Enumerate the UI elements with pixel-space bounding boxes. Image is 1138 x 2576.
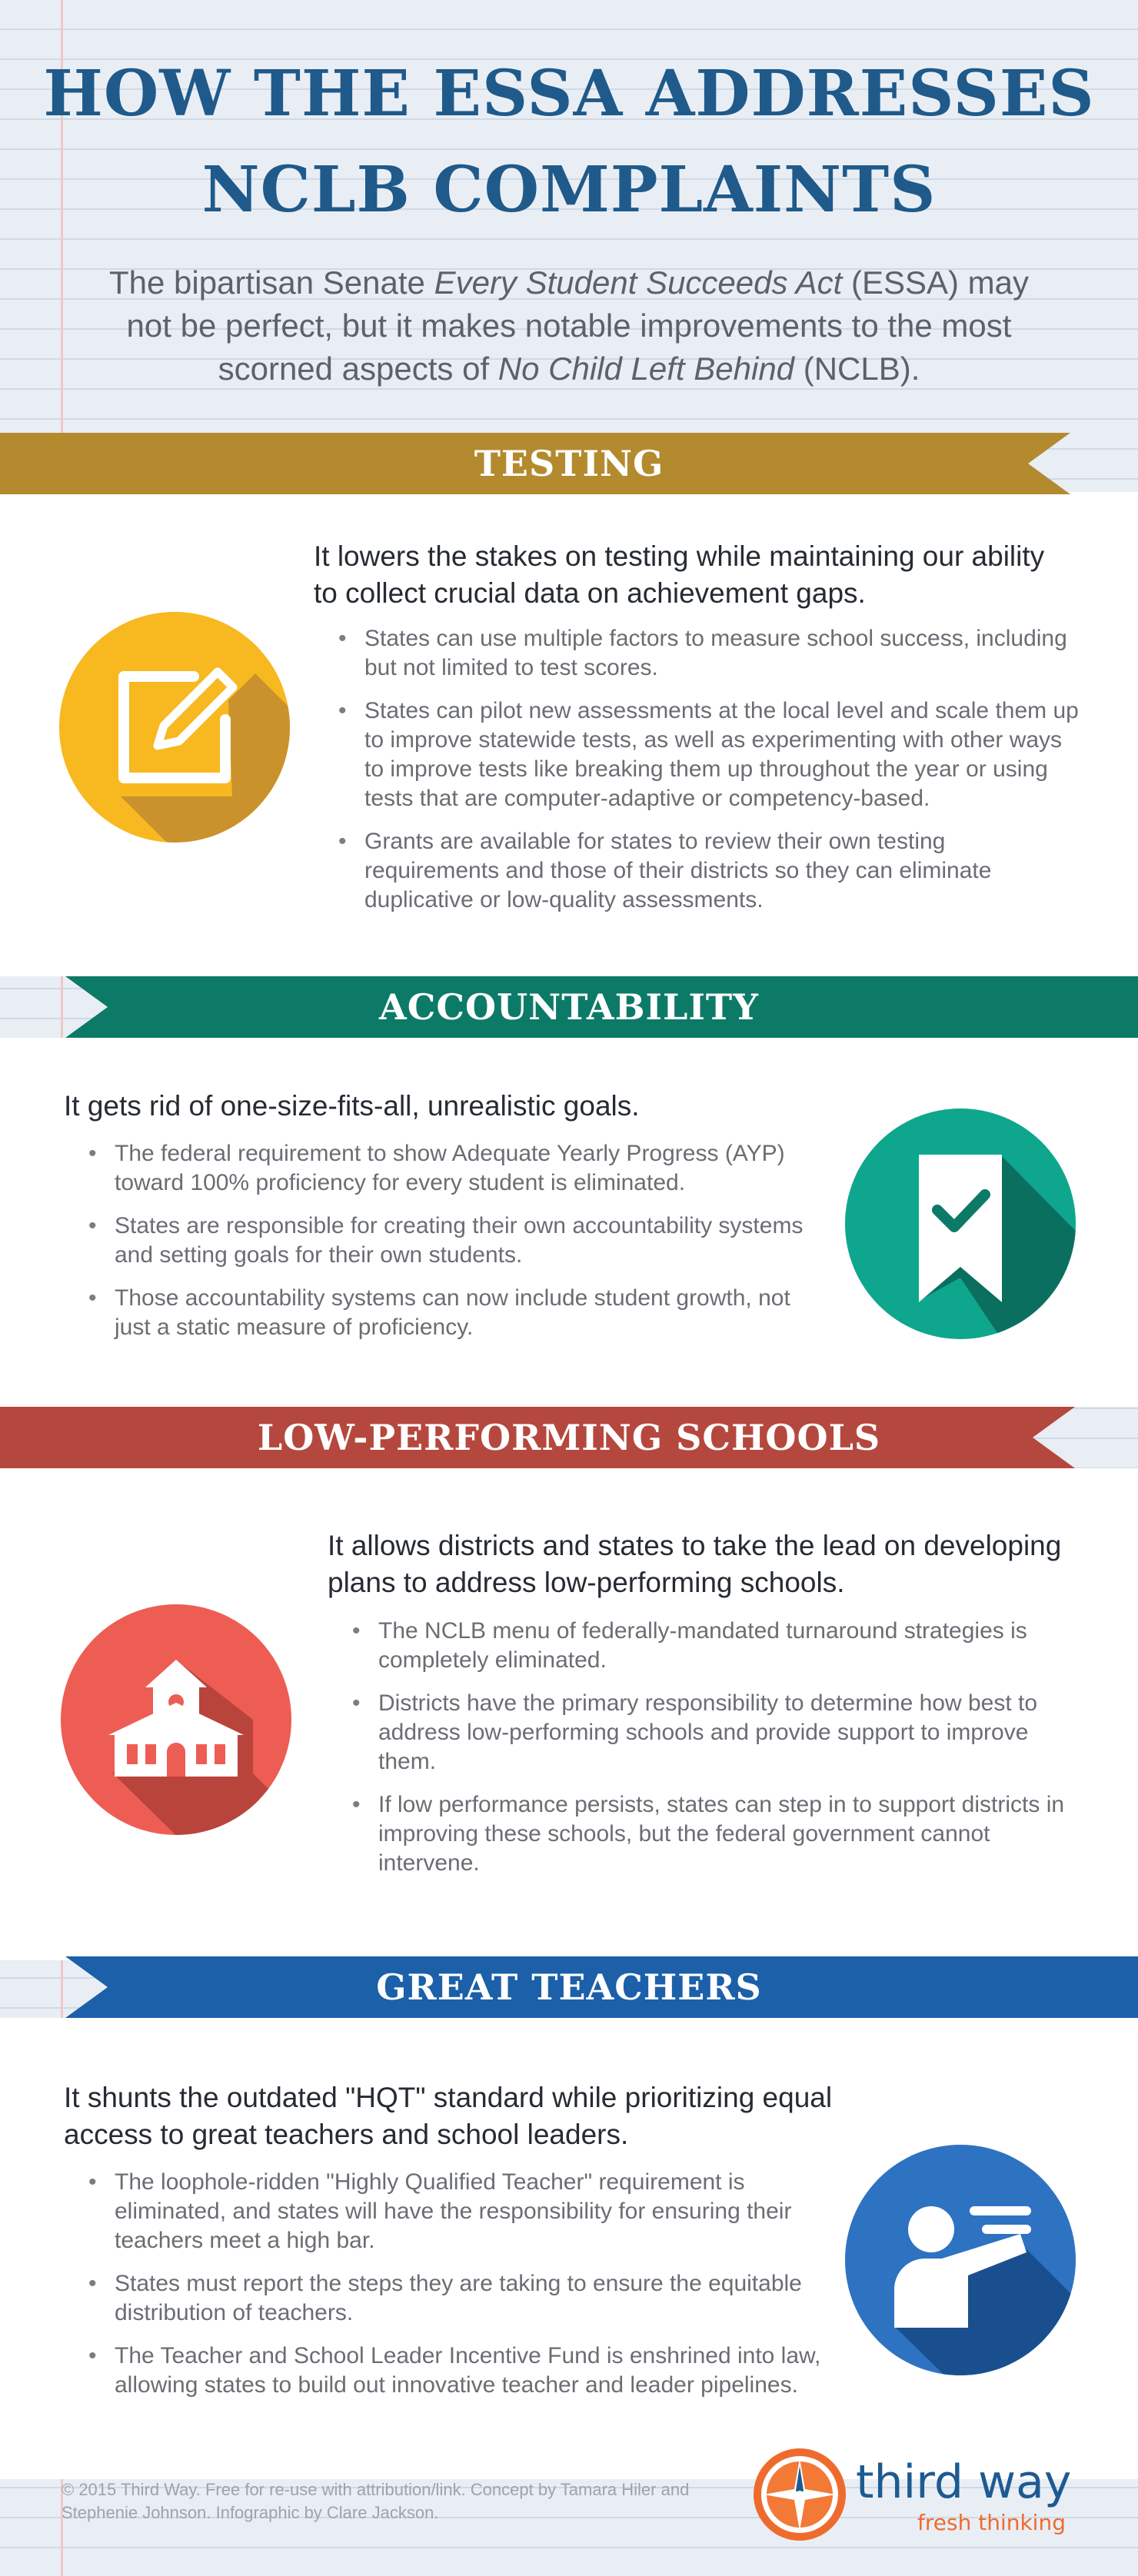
list-item: • States can pilot new assessments at the local level and scale them up to improve statewide tests, as well as experimenting with other ways to improve tests like breaking them up throughout the year or using tests that are computer-adaptive or competency-based. bbox=[338, 696, 1081, 813]
teachers-heading: It shunts the outdated "HQT" standard while prioritizing equal access to great teachers and school leaders. bbox=[64, 2082, 833, 2150]
list-item: • States can use multiple factors to measure school success, including but not limited to test scores. bbox=[338, 624, 1081, 683]
list-item: • Grants are available for states to review their own testing requirements and those of their districts so they can eliminate duplicative or low-quality assessments. bbox=[338, 827, 1081, 915]
accountability-heading: It gets rid of one-size-fits-all, unrealistic goals. bbox=[64, 1090, 640, 1122]
logo-tagline: fresh thinking bbox=[917, 2510, 1066, 2535]
nclb-name: No Child Left Behind bbox=[497, 351, 795, 387]
testing-bullets bbox=[338, 624, 1081, 929]
testing-heading: It lowers the stakes on testing while maintaining our ability to collect crucial data on achievement gaps. bbox=[314, 540, 1045, 609]
schoolhouse-icon bbox=[61, 1604, 291, 1835]
footer-credits: © 2015 Third Way. Free for re-use with attribution/link. Concept by Tamara Hiler and Stephenie Johnson. Infographic by Clare Jackson. bbox=[62, 2480, 690, 2522]
intro-text: The bipartisan Senate Every Student Succeeds Act (ESSA) may not be perfect, but it makes notable improvements to the most scorned aspects of No Child Left Behind (NCLB). bbox=[108, 264, 1030, 387]
teachers-bullets bbox=[88, 2168, 827, 2414]
compass-icon bbox=[750, 2445, 850, 2544]
list-item: • States must report the steps they are taking to ensure the equitable distribution of teachers. bbox=[88, 2269, 827, 2328]
list-item: • If low performance persists, states can step in to support districts in improving these schools, but the federal government cannot intervene. bbox=[352, 1790, 1083, 1878]
accountability-bullets bbox=[88, 1139, 827, 1356]
checkmark-badge-icon bbox=[845, 1109, 1076, 1339]
title-line-2: NCLB COMPLAINTS bbox=[201, 153, 937, 227]
list-item: • Those accountability systems can now include student growth, not just a static measure of proficiency. bbox=[88, 1284, 827, 1342]
infographic-header bbox=[0, 0, 1138, 430]
teachers-banner-label: GREAT TEACHERS bbox=[376, 1966, 762, 2008]
list-item: • The Teacher and School Leader Incentive Fund is enshrined into law, allowing states to build out innovative teacher and leader pipelines. bbox=[88, 2342, 827, 2400]
pencil-note-icon bbox=[59, 612, 290, 843]
list-item: • Districts have the primary responsibility to determine how best to address low-performing schools and provide support to improve them. bbox=[352, 1689, 1083, 1777]
list-item: • The NCLB menu of federally-mandated turnaround strategies is completely eliminated. bbox=[352, 1617, 1083, 1675]
page-title bbox=[0, 46, 1138, 238]
low-performing-banner-label: LOW-PERFORMING SCHOOLS bbox=[257, 1417, 881, 1458]
list-item: • The loophole-ridden "Highly Qualified Teacher" requirement is eliminated, and states will have the responsibility for ensuring their teachers meet a high bar. bbox=[88, 2168, 827, 2255]
essa-name: Every Student Succeeds Act bbox=[434, 264, 843, 301]
teacher-board-icon bbox=[845, 2145, 1076, 2375]
logo-name: third way bbox=[856, 2455, 1072, 2509]
list-item: • The federal requirement to show Adequate Yearly Progress (AYP) toward 100% proficiency for every student is eliminated. bbox=[88, 1139, 827, 1198]
title-line-1: HOW THE ESSA ADDRESSES bbox=[43, 57, 1095, 131]
testing-banner-label: TESTING bbox=[474, 443, 664, 484]
low-performing-bullets bbox=[352, 1617, 1083, 1892]
third-way-logo bbox=[750, 2445, 1080, 2544]
list-item: • States are responsible for creating their own accountability systems and setting goals for their own students. bbox=[88, 1212, 827, 1270]
low-performing-heading: It allows districts and states to take the lead on developing plans to address low-performing schools. bbox=[328, 1530, 1062, 1598]
accountability-banner-label: ACCOUNTABILITY bbox=[379, 986, 759, 1028]
